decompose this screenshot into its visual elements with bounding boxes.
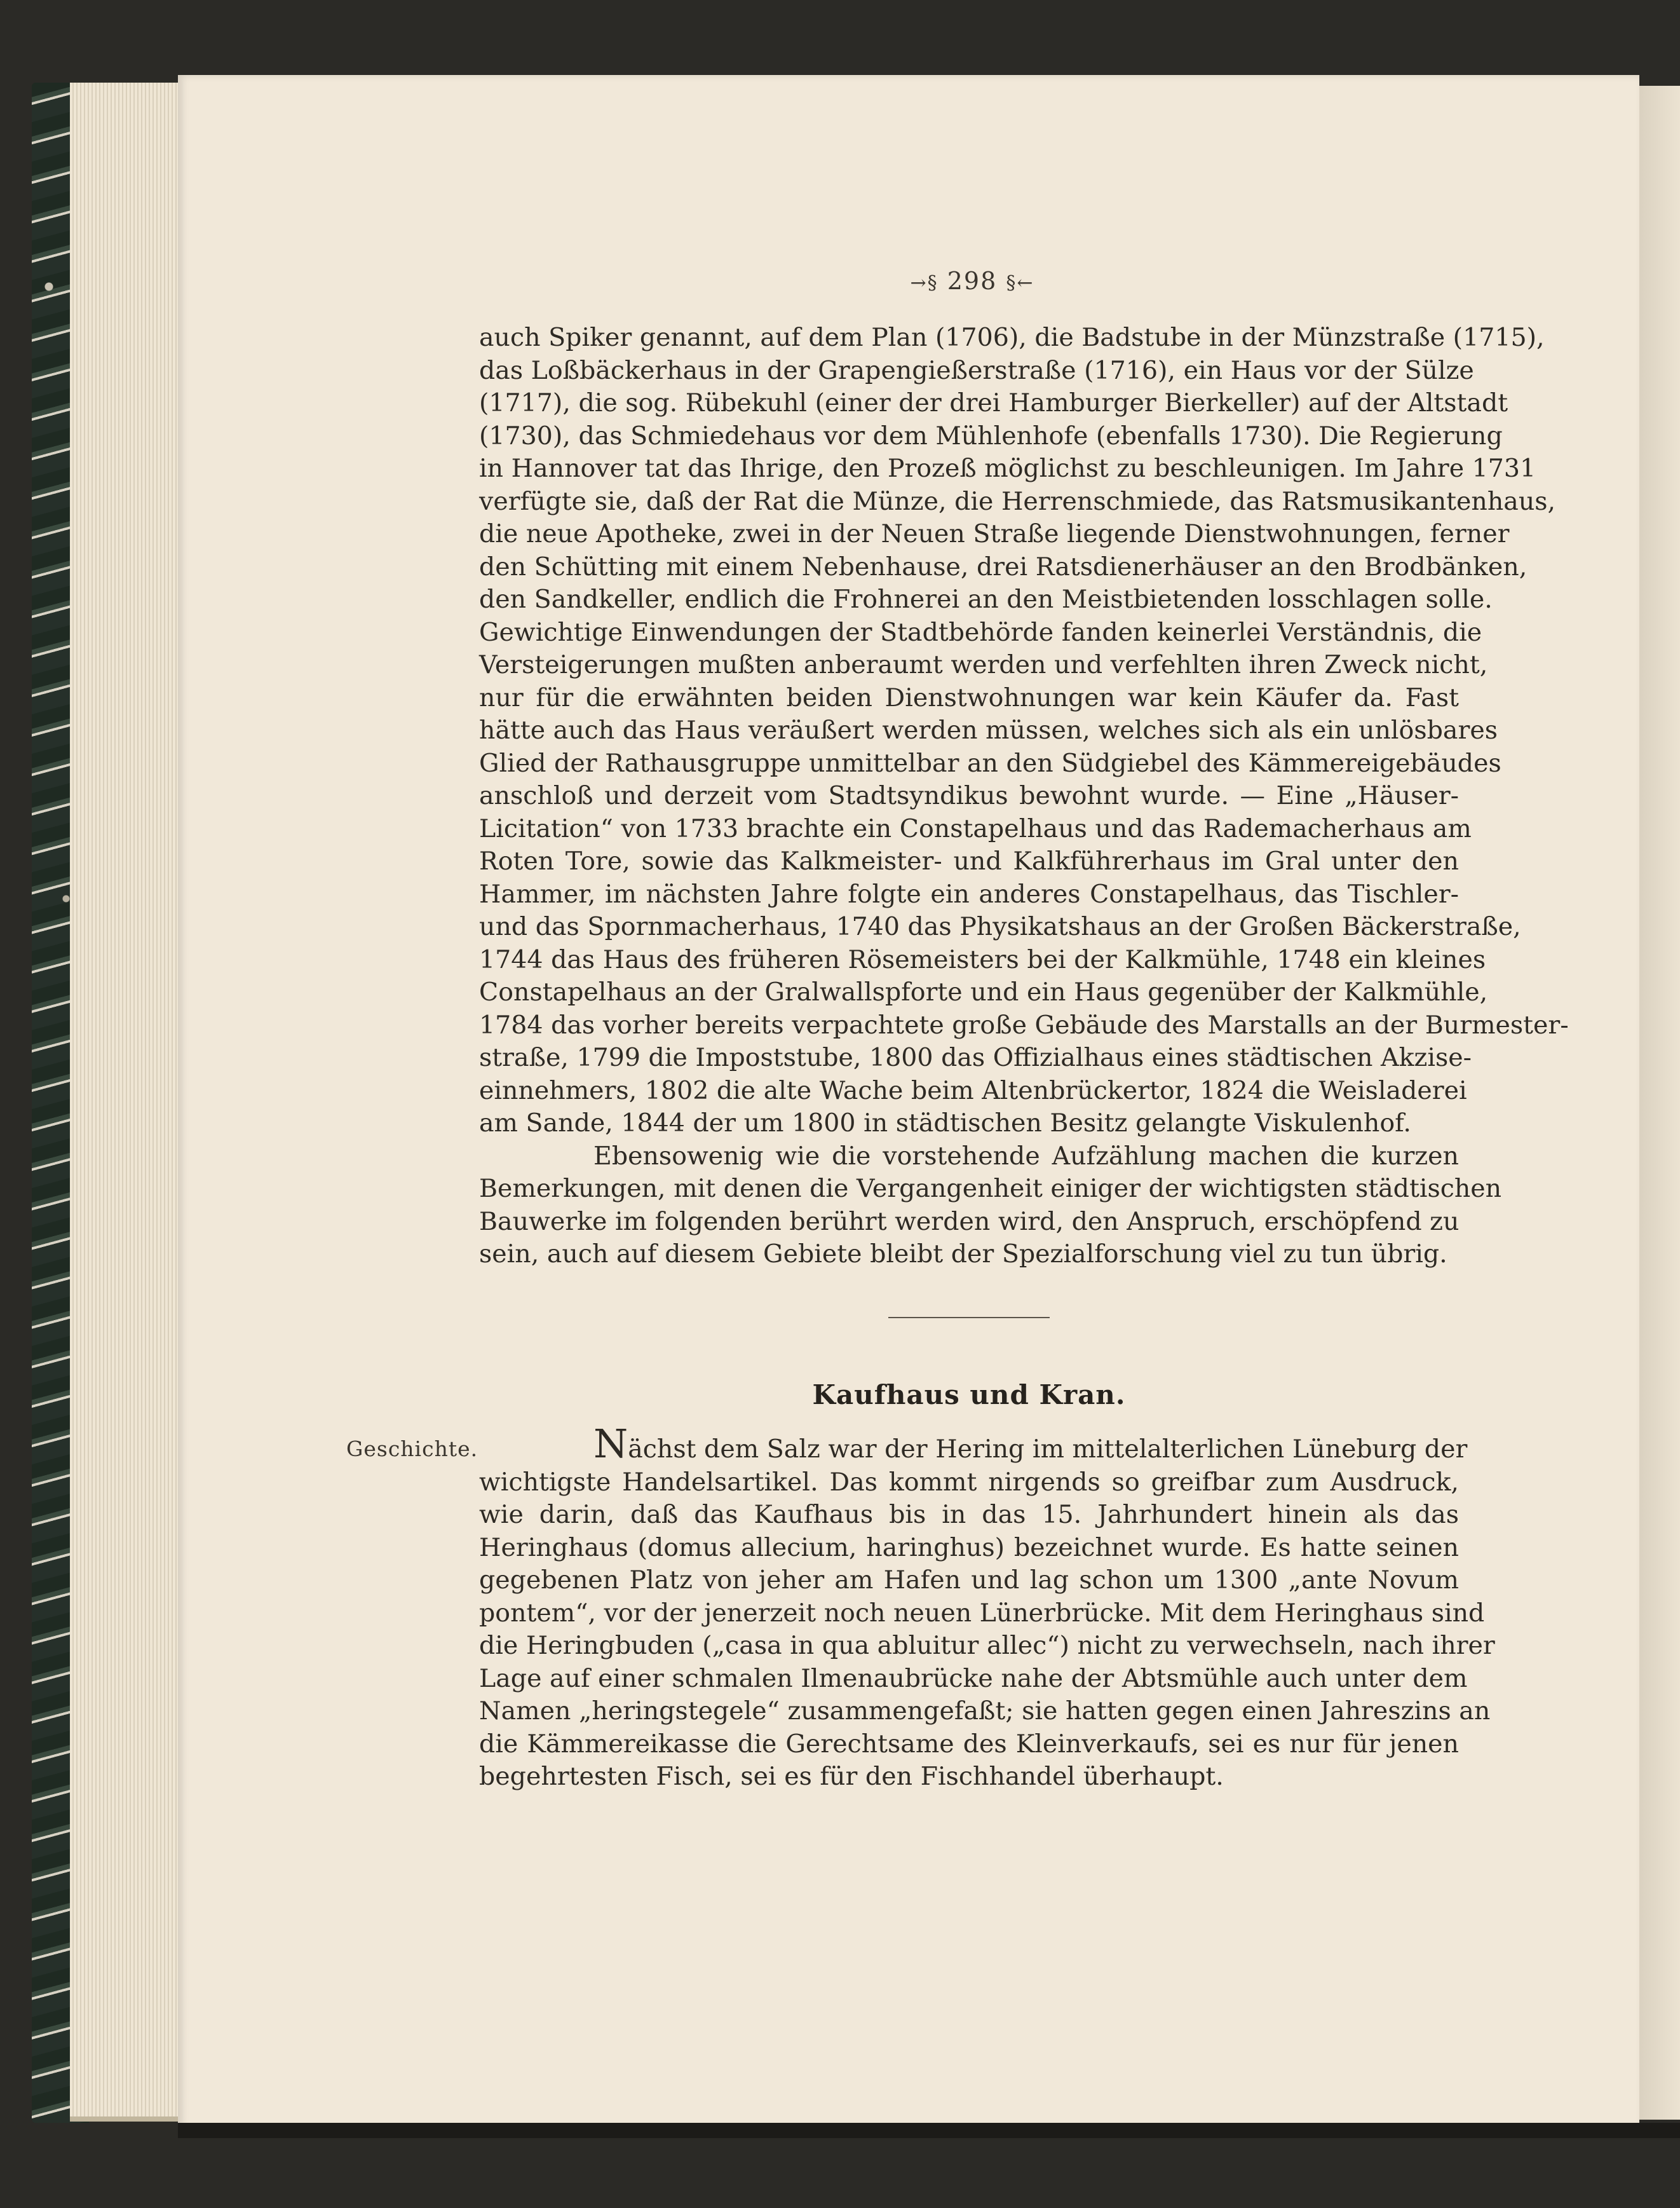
text-line: begehrtesten Fisch, sei es für den Fischhandel überhaupt. — [479, 1762, 1224, 1791]
text-line: Constapelhaus an der Gralwallspforte und ein Haus gegenüber der Kalkmühle, — [479, 978, 1488, 1007]
page-number: 298 — [947, 267, 998, 295]
text-line: pontem“, vor der jenerzeit noch neuen Lünerbrücke. Mit dem Heringhaus sind — [479, 1598, 1485, 1628]
text-line: Ebensowenig wie die vorstehende Aufzählung machen die kurzen — [593, 1141, 1459, 1171]
text-line: den Schütting mit einem Nebenhause, drei Ratsdienerhäuser an den Brodbänken, — [479, 552, 1528, 582]
text-line: nur für die erwähnten beiden Dienstwohnungen war kein Käufer da. Fast — [479, 683, 1459, 712]
text-line: auch Spiker genannt, auf dem Plan (1706), die Badstube in der Münzstraße (1715), — [479, 323, 1545, 352]
text-line: gegebenen Platz von jeher am Hafen und lag schon um 1300 „ante Novum — [479, 1565, 1459, 1595]
paragraph-continued — [479, 322, 1569, 1271]
text-line: straße, 1799 die Impoststube, 1800 das Offizialhaus eines städtischen Akzise- — [479, 1043, 1472, 1072]
text-line: Glied der Rathausgruppe unmittelbar an den Südgiebel des Kämmereigebäudes — [479, 748, 1501, 778]
text-line: sein, auch auf diesem Gebiete bleibt der Spezialforschung viel zu tun übrig. — [479, 1239, 1447, 1269]
text-line: das Loßbäckerhaus in der Grapengießerstraße (1716), ein Haus vor der Sülze — [479, 355, 1474, 385]
text-line: Versteigerungen mußten anberaumt werden und verfehlten ihren Zweck nicht, — [479, 650, 1488, 679]
section-divider — [888, 1317, 1050, 1318]
text-line: hätte auch das Haus veräußert werden müssen, welches sich als ein unlösbares — [479, 716, 1498, 745]
text-line: anschloß und derzeit vom Stadtsyndikus bewohnt wurde. — Eine „Häuser- — [479, 781, 1459, 810]
text-line: die Heringbuden („casa in qua abluitur allec“) nicht zu verwechseln, nach ihrer — [479, 1631, 1495, 1660]
header-ornament-left: →§ — [910, 272, 938, 294]
facing-page-edge — [1634, 86, 1680, 2120]
text-line-rest: ächst dem Salz war der Hering im mittelalterlichen Lüneburg der — [628, 1435, 1468, 1464]
text-line: Bauwerke im folgenden berührt werden wird, den Anspruch, erschöpfend zu — [479, 1206, 1460, 1236]
margin-note: Geschichte. — [346, 1436, 478, 1461]
text-line: Gewichtige Einwendungen der Stadtbehörde fanden keinerlei Verständnis, die — [479, 617, 1482, 647]
text-line: Namen „heringstegele“ zusammengefaßt; sie hatten gegen einen Jahreszins an — [479, 1696, 1491, 1726]
page-edges — [70, 83, 181, 2122]
text-line: Heringhaus (domus allecium, haringhus) bezeichnet wurde. Es hatte seinen — [479, 1532, 1459, 1562]
header-ornament-right: §← — [1006, 272, 1034, 294]
text-line: Lage auf einer schmalen Ilmenaubrücke nahe der Abtsmühle auch unter dem — [479, 1663, 1468, 1693]
text-line: Roten Tore, sowie das Kalkmeister- und Kalkführerhaus im Gral unter den — [479, 847, 1459, 876]
text-line: verfügte sie, daß der Rat die Münze, die Herrenschmiede, das Ratsmusikantenhaus, — [479, 486, 1556, 516]
text-line: und das Spornmacherhaus, 1740 das Physikatshaus an der Großen Bäckerstraße, — [479, 912, 1521, 941]
text-line: die Kämmereikasse die Gerechtsame des Kleinverkaufs, sei es nur für jenen — [479, 1729, 1459, 1759]
text-line: die neue Apotheke, zwei in der Neuen Straße liegende Dienstwohnungen, ferner — [479, 519, 1510, 549]
text-line: (1717), die sog. Rübekuhl (einer der drei Hamburger Bierkeller) auf der Altstadt — [479, 388, 1508, 418]
text-line: wie darin, daß das Kaufhaus bis in das 15. Jahrhundert hinein als das — [479, 1500, 1459, 1529]
text-line: wichtigste Handelsartikel. Das kommt nirgends so greifbar zum Ausdruck, — [479, 1467, 1459, 1497]
page-header — [877, 267, 1067, 295]
text-line: (1730), das Schmiedehaus vor dem Mühlenhofe (ebenfalls 1730). Die Regierung — [479, 421, 1503, 451]
bottom-shadow — [178, 2123, 1680, 2138]
drop-cap: N — [593, 1421, 628, 1467]
text-line: in Hannover tat das Ihrige, den Prozeß möglichst zu beschleunigen. Im Jahre 1731 — [479, 454, 1536, 483]
text-line: am Sande, 1844 der um 1800 in städtischen Besitz gelangte Viskulenhof. — [479, 1108, 1411, 1138]
text-line: einnehmers, 1802 die alte Wache beim Altenbrückertor, 1824 die Weisladerei — [479, 1075, 1467, 1105]
text-line: Hammer, im nächsten Jahre folgte ein anderes Constapelhaus, das Tischler- — [479, 879, 1459, 909]
section-paragraph — [479, 1421, 1495, 1794]
text-line: Bemerkungen, mit denen die Vergangenheit einiger der wichtigsten städtischen — [479, 1174, 1502, 1203]
text-line: 1784 das vorher bereits verpachtete große Gebäude des Marstalls an der Burmester- — [479, 1010, 1569, 1040]
text-line — [479, 1421, 1468, 1467]
text-line: Licitation“ von 1733 brachte ein Constapelhaus und das Rademacherhaus am — [479, 814, 1472, 843]
text-line: den Sandkeller, endlich die Frohnerei an den Meistbietenden losschlagen solle. — [479, 585, 1493, 614]
text-line: 1744 das Haus des früheren Rösemeisters bei der Kalkmühle, 1748 ein kleines — [479, 944, 1486, 974]
section-title: Kaufhaus und Kran. — [812, 1379, 1126, 1410]
